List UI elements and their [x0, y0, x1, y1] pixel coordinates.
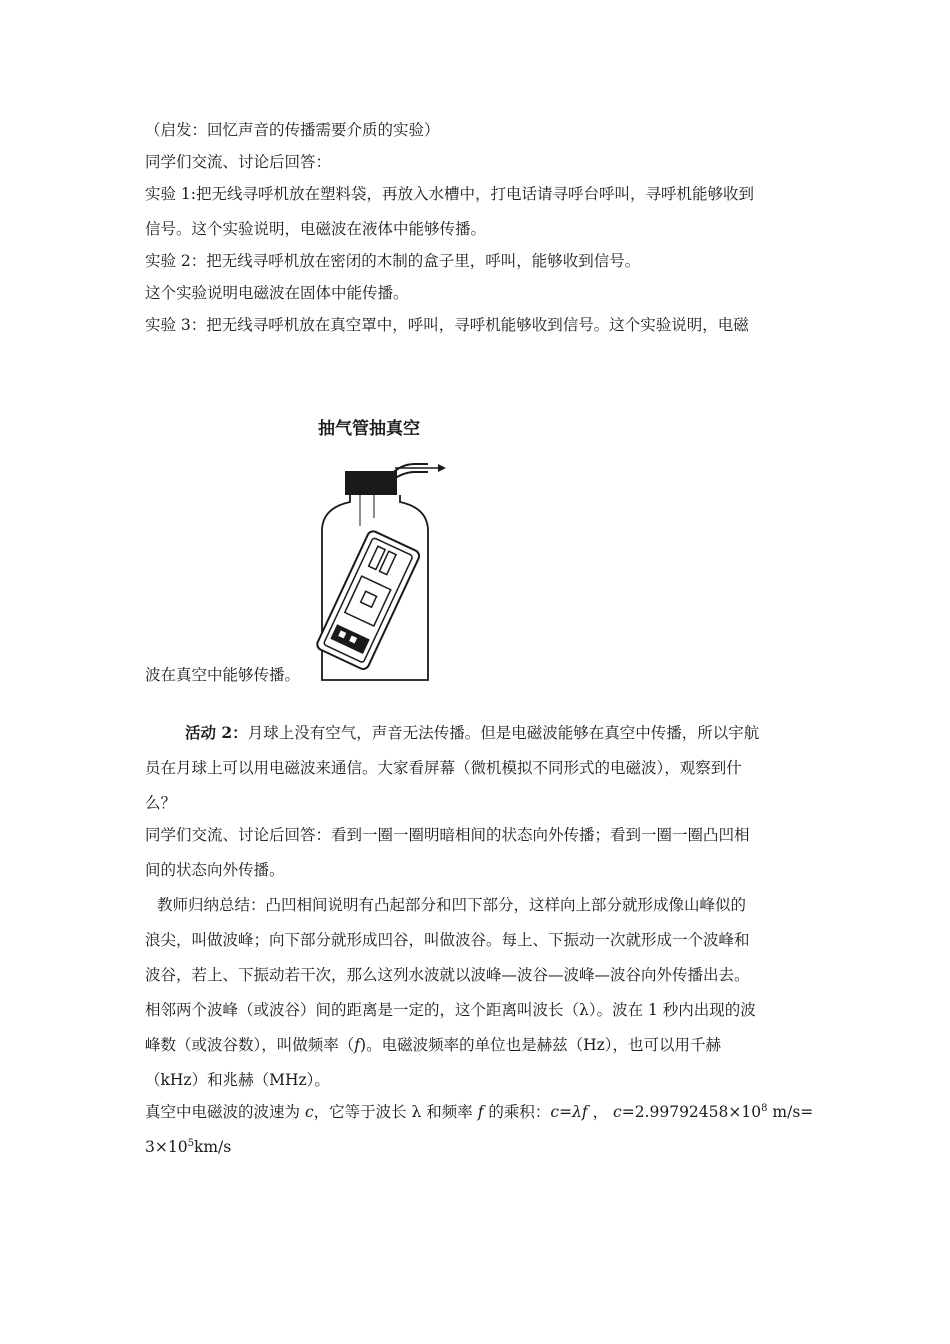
- activity-2-line-2: 员在月球上可以用电磁波来通信。大家看屏幕（微机模拟不同形式的电磁波），观察到什: [145, 759, 742, 777]
- activity-2-text: 月球上没有空气，声音无法传播。但是电磁波能够在真空中传播，所以宇航: [247, 724, 760, 742]
- summary-line-5-b: )。电磁波频率的单位也是赫兹（Hz），也可以用千赫: [360, 1036, 721, 1054]
- formula-text-8: km/s: [193, 1138, 232, 1156]
- paragraph-hint: （启发：回忆声音的传播需要介质的实验）: [145, 121, 440, 139]
- summary-line-6: （kHz）和兆赫（MHz）。: [145, 1071, 330, 1089]
- formula-line-1: [145, 1102, 814, 1122]
- document-body: [145, 120, 814, 1157]
- formula-text-2: ，它等于波长 λ 和频率: [313, 1103, 478, 1121]
- paragraph-experiment-2: 实验 2：把无线寻呼机放在密闭的木制的盒子里，呼叫，能够收到信号。: [145, 252, 641, 270]
- activity-2-line-3: 么？: [145, 794, 177, 812]
- exponent: 5: [187, 1137, 194, 1149]
- formula-text-1: 真空中电磁波的波速为: [145, 1103, 305, 1121]
- symbol-c: c: [304, 1103, 314, 1121]
- symbol-f: f: [477, 1103, 484, 1121]
- summary-line-4: 相邻两个波峰（或波谷）间的距离是一定的，这个距离叫波长（λ）。波在 1 秒内出现的波: [145, 1001, 756, 1019]
- summary-line-3: 波谷，若上、下振动若干次，那么这列水波就以波峰—波谷—波峰—波谷向外传播出去。: [145, 966, 750, 984]
- paragraph-experiment-2-conclusion: 这个实验说明电磁波在固体中能传播。: [145, 284, 409, 302]
- formula-equation: c=λf: [550, 1103, 588, 1121]
- figure-row: [145, 414, 810, 689]
- vacuum-jar-figure: [310, 414, 450, 689]
- paragraph-experiment-1-line-2: 信号。这个实验说明，电磁波在液体中能够传播。: [145, 220, 487, 238]
- activity-2-title: 活动 2：: [185, 723, 248, 742]
- formula-text-3: 的乘积：: [483, 1103, 551, 1121]
- exponent: 8: [761, 1102, 768, 1114]
- formula-text-7: 3×10: [145, 1138, 188, 1156]
- symbol-f: f: [354, 1036, 361, 1054]
- formula-text-4: ，: [587, 1103, 614, 1121]
- activity-2-line-1: [145, 723, 810, 743]
- formula-text-6: m/s=: [767, 1103, 814, 1121]
- summary-line-5: [145, 1035, 810, 1055]
- activity-2-answer-line-1: 同学们交流、讨论后回答：看到一圈一圈明暗相间的状态向外传播；看到一圈一圈凸凹相: [145, 826, 750, 844]
- figure-label: 抽气管抽真空: [318, 419, 420, 439]
- summary-line-5-a: 峰数（或波谷数），叫做频率（: [145, 1036, 355, 1054]
- paragraph-experiment-3-line-2: 波在真空中能够传播。: [145, 666, 301, 684]
- formula-text-5: =2.99792458×10: [621, 1103, 762, 1121]
- summary-line-1: 教师归纳总结：凸凹相间说明有凸起部分和凹下部分，这样向上部分就形成像山峰似的: [157, 896, 747, 914]
- paragraph-discussion: 同学们交流、讨论后回答：: [145, 153, 332, 171]
- summary-line-2: 浪尖，叫做波峰；向下部分就形成凹谷，叫做波谷。每上、下振动一次就形成一个波峰和: [145, 931, 750, 949]
- vacuum-jar-illustration: [310, 436, 450, 686]
- activity-2-answer-line-2: 间的状态向外传播。: [145, 861, 285, 879]
- symbol-c: c: [613, 1103, 622, 1121]
- paragraph-experiment-1-line-1: 实验 1:把无线寻呼机放在塑料袋，再放入水槽中，打电话请寻呼台呼叫，寻呼机能够收到: [145, 185, 755, 203]
- formula-line-2: [145, 1137, 810, 1157]
- paragraph-experiment-3-line-1: 实验 3：把无线寻呼机放在真空罩中，呼叫，寻呼机能够收到信号。这个实验说明，电磁: [145, 316, 749, 334]
